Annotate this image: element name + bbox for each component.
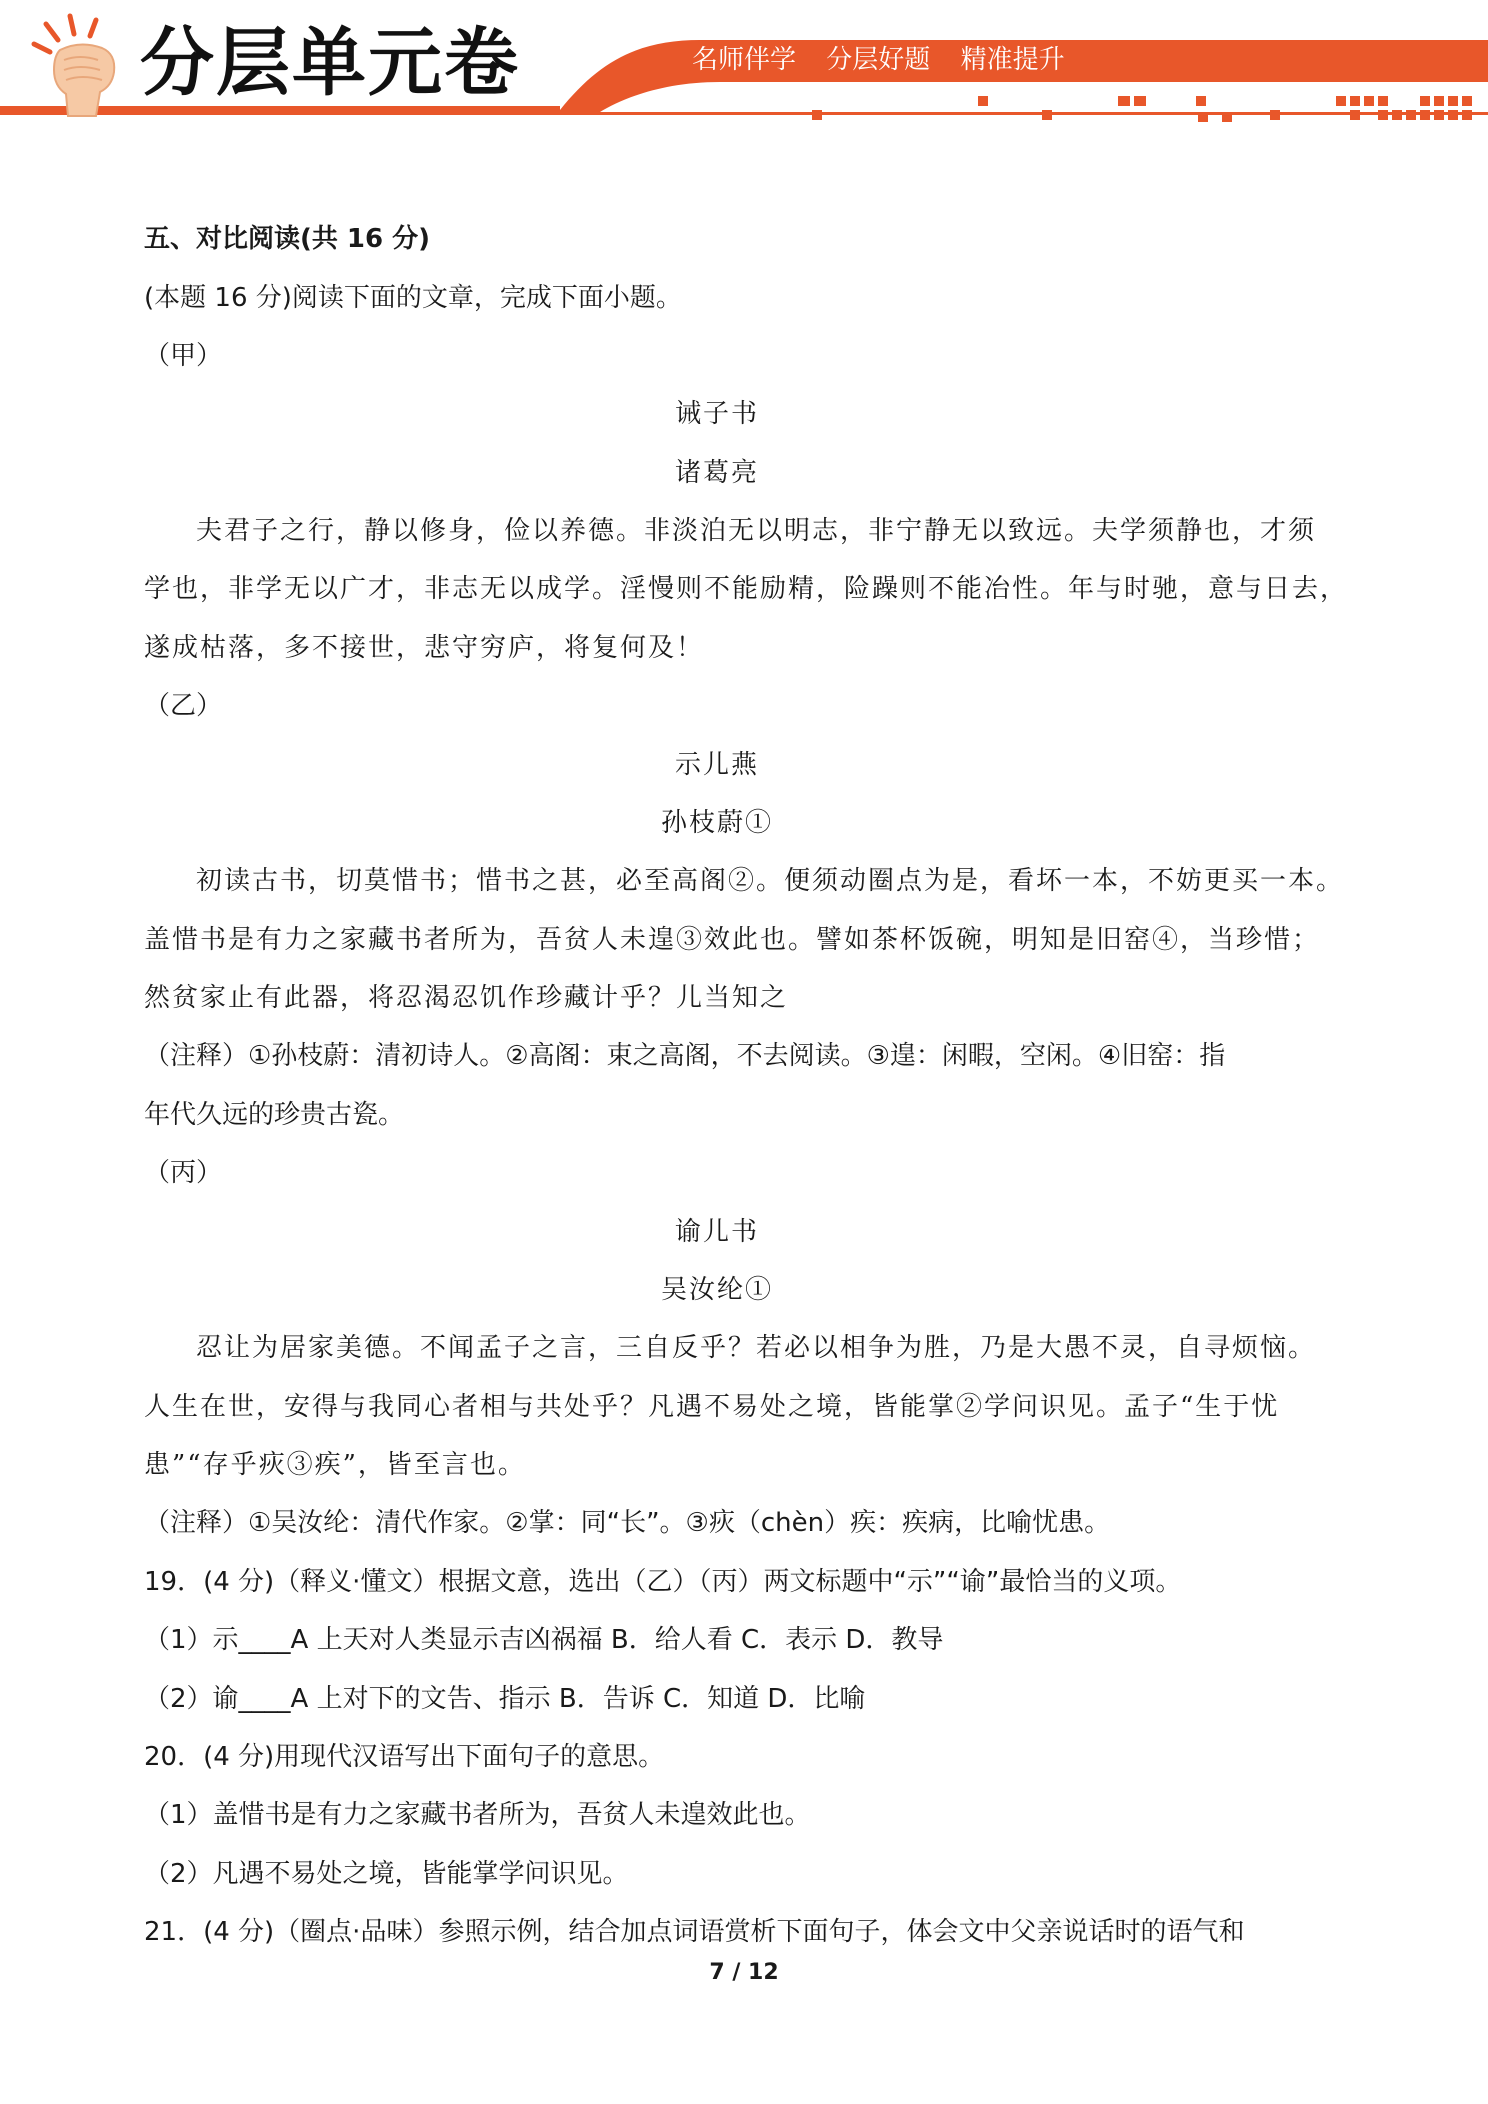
- label-bing: （丙）: [144, 1158, 223, 1188]
- header-slogan: [692, 40, 1087, 80]
- slogan-2: 分层好题: [826, 45, 931, 75]
- question-21: 21．(4 分)（圈点·品味）参照示例，结合加点词语赏析下面句子，体会文中父亲说话时的语气和: [144, 1917, 1245, 1947]
- label-jia: （甲）: [144, 341, 223, 371]
- title-yi: 示儿燕: [674, 750, 759, 780]
- jia-line-1: 夫君子之行，静以修身，俭以养德。非淡泊无以明志，非宁静无以致远。夫学须静也，才须: [196, 516, 1317, 546]
- question-20-1: （1）盖惜书是有力之家藏书者所为，吾贫人未遑效此也。: [144, 1800, 811, 1830]
- page-header: [0, 0, 1488, 130]
- section-intro: (本题 16 分)阅读下面的文章，完成下面小题。: [144, 283, 682, 313]
- question-19-1: （1）示____A 上天对人类显示吉凶祸福 B．给人看 C．表示 D．教导: [144, 1625, 944, 1655]
- question-20-2: （2）凡遇不易处之境，皆能掌学问识见。: [144, 1859, 629, 1889]
- question-19: 19．(4 分)（释义·懂文）根据文意，选出（乙）（丙）两文标题中“示”“谕”最恰当的义项。: [144, 1567, 1182, 1597]
- yi-line-1: 初读古书，切莫惜书；惜书之甚，必至高阁②。便须动圈点为是，看坏一本，不妨更买一本。: [196, 866, 1345, 896]
- bing-line-3: 患”“存乎疢③疾”，皆至言也。: [144, 1450, 526, 1480]
- brand-title: 分层单元卷: [140, 20, 520, 106]
- yi-line-2: 盖惜书是有力之家藏书者所为，吾贫人未遑③效此也。譬如茶杯饭碗，明知是旧窑④，当珍惜；: [144, 925, 1321, 955]
- question-20: 20．(4 分)用现代汉语写出下面句子的意思。: [144, 1742, 665, 1772]
- author-jia: 诸葛亮: [674, 458, 759, 488]
- label-yi: （乙）: [144, 691, 223, 721]
- author-yi: 孙枝蔚①: [660, 808, 773, 838]
- bing-note: （注释）①吴汝纶：清代作家。②掌：同“长”。③疢（chèn）疾：疾病，比喻忧患。: [144, 1508, 1111, 1538]
- slogan-1: 名师伴学: [692, 45, 797, 75]
- title-bing: 谕儿书: [674, 1217, 759, 1247]
- bing-line-1: 忍让为居家美德。不闻孟子之言，三自反乎？若必以相争为胜，乃是大愚不灵，自寻烦恼。: [196, 1333, 1317, 1363]
- slogan-3: 精准提升: [960, 45, 1065, 75]
- author-bing: 吴汝纶①: [660, 1275, 773, 1305]
- page-number: 7 / 12: [709, 1960, 779, 1985]
- yi-note-2: 年代久远的珍贵古瓷。: [144, 1100, 405, 1130]
- jia-line-3: 遂成枯落，多不接世，悲守穷庐，将复何及！: [144, 633, 705, 663]
- title-jia: 诫子书: [674, 399, 759, 429]
- fist-icon: [20, 10, 140, 122]
- yi-line-3: 然贫家止有此器，将忍渴忍饥作珍藏计乎？儿当知之: [144, 983, 789, 1013]
- bing-line-2: 人生在世，安得与我同心者相与共处乎？凡遇不易处之境，皆能掌②学问识见。孟子“生于忧: [144, 1392, 1280, 1422]
- section-heading: 五、对比阅读(共 16 分): [144, 224, 431, 254]
- question-19-2: （2）谕____A 上对下的文告、指示 B．告诉 C．知道 D．比喻: [144, 1684, 866, 1714]
- jia-line-2: 学也，非学无以广才，非志无以成学。淫慢则不能励精，险躁则不能冶性。年与时驰，意与日去，: [144, 574, 1349, 604]
- yi-note-1: （注释）①孙枝蔚：清初诗人。②高阁：束之高阁，不去阅读。③遑：闲暇，空闲。④旧窑：指: [144, 1041, 1226, 1071]
